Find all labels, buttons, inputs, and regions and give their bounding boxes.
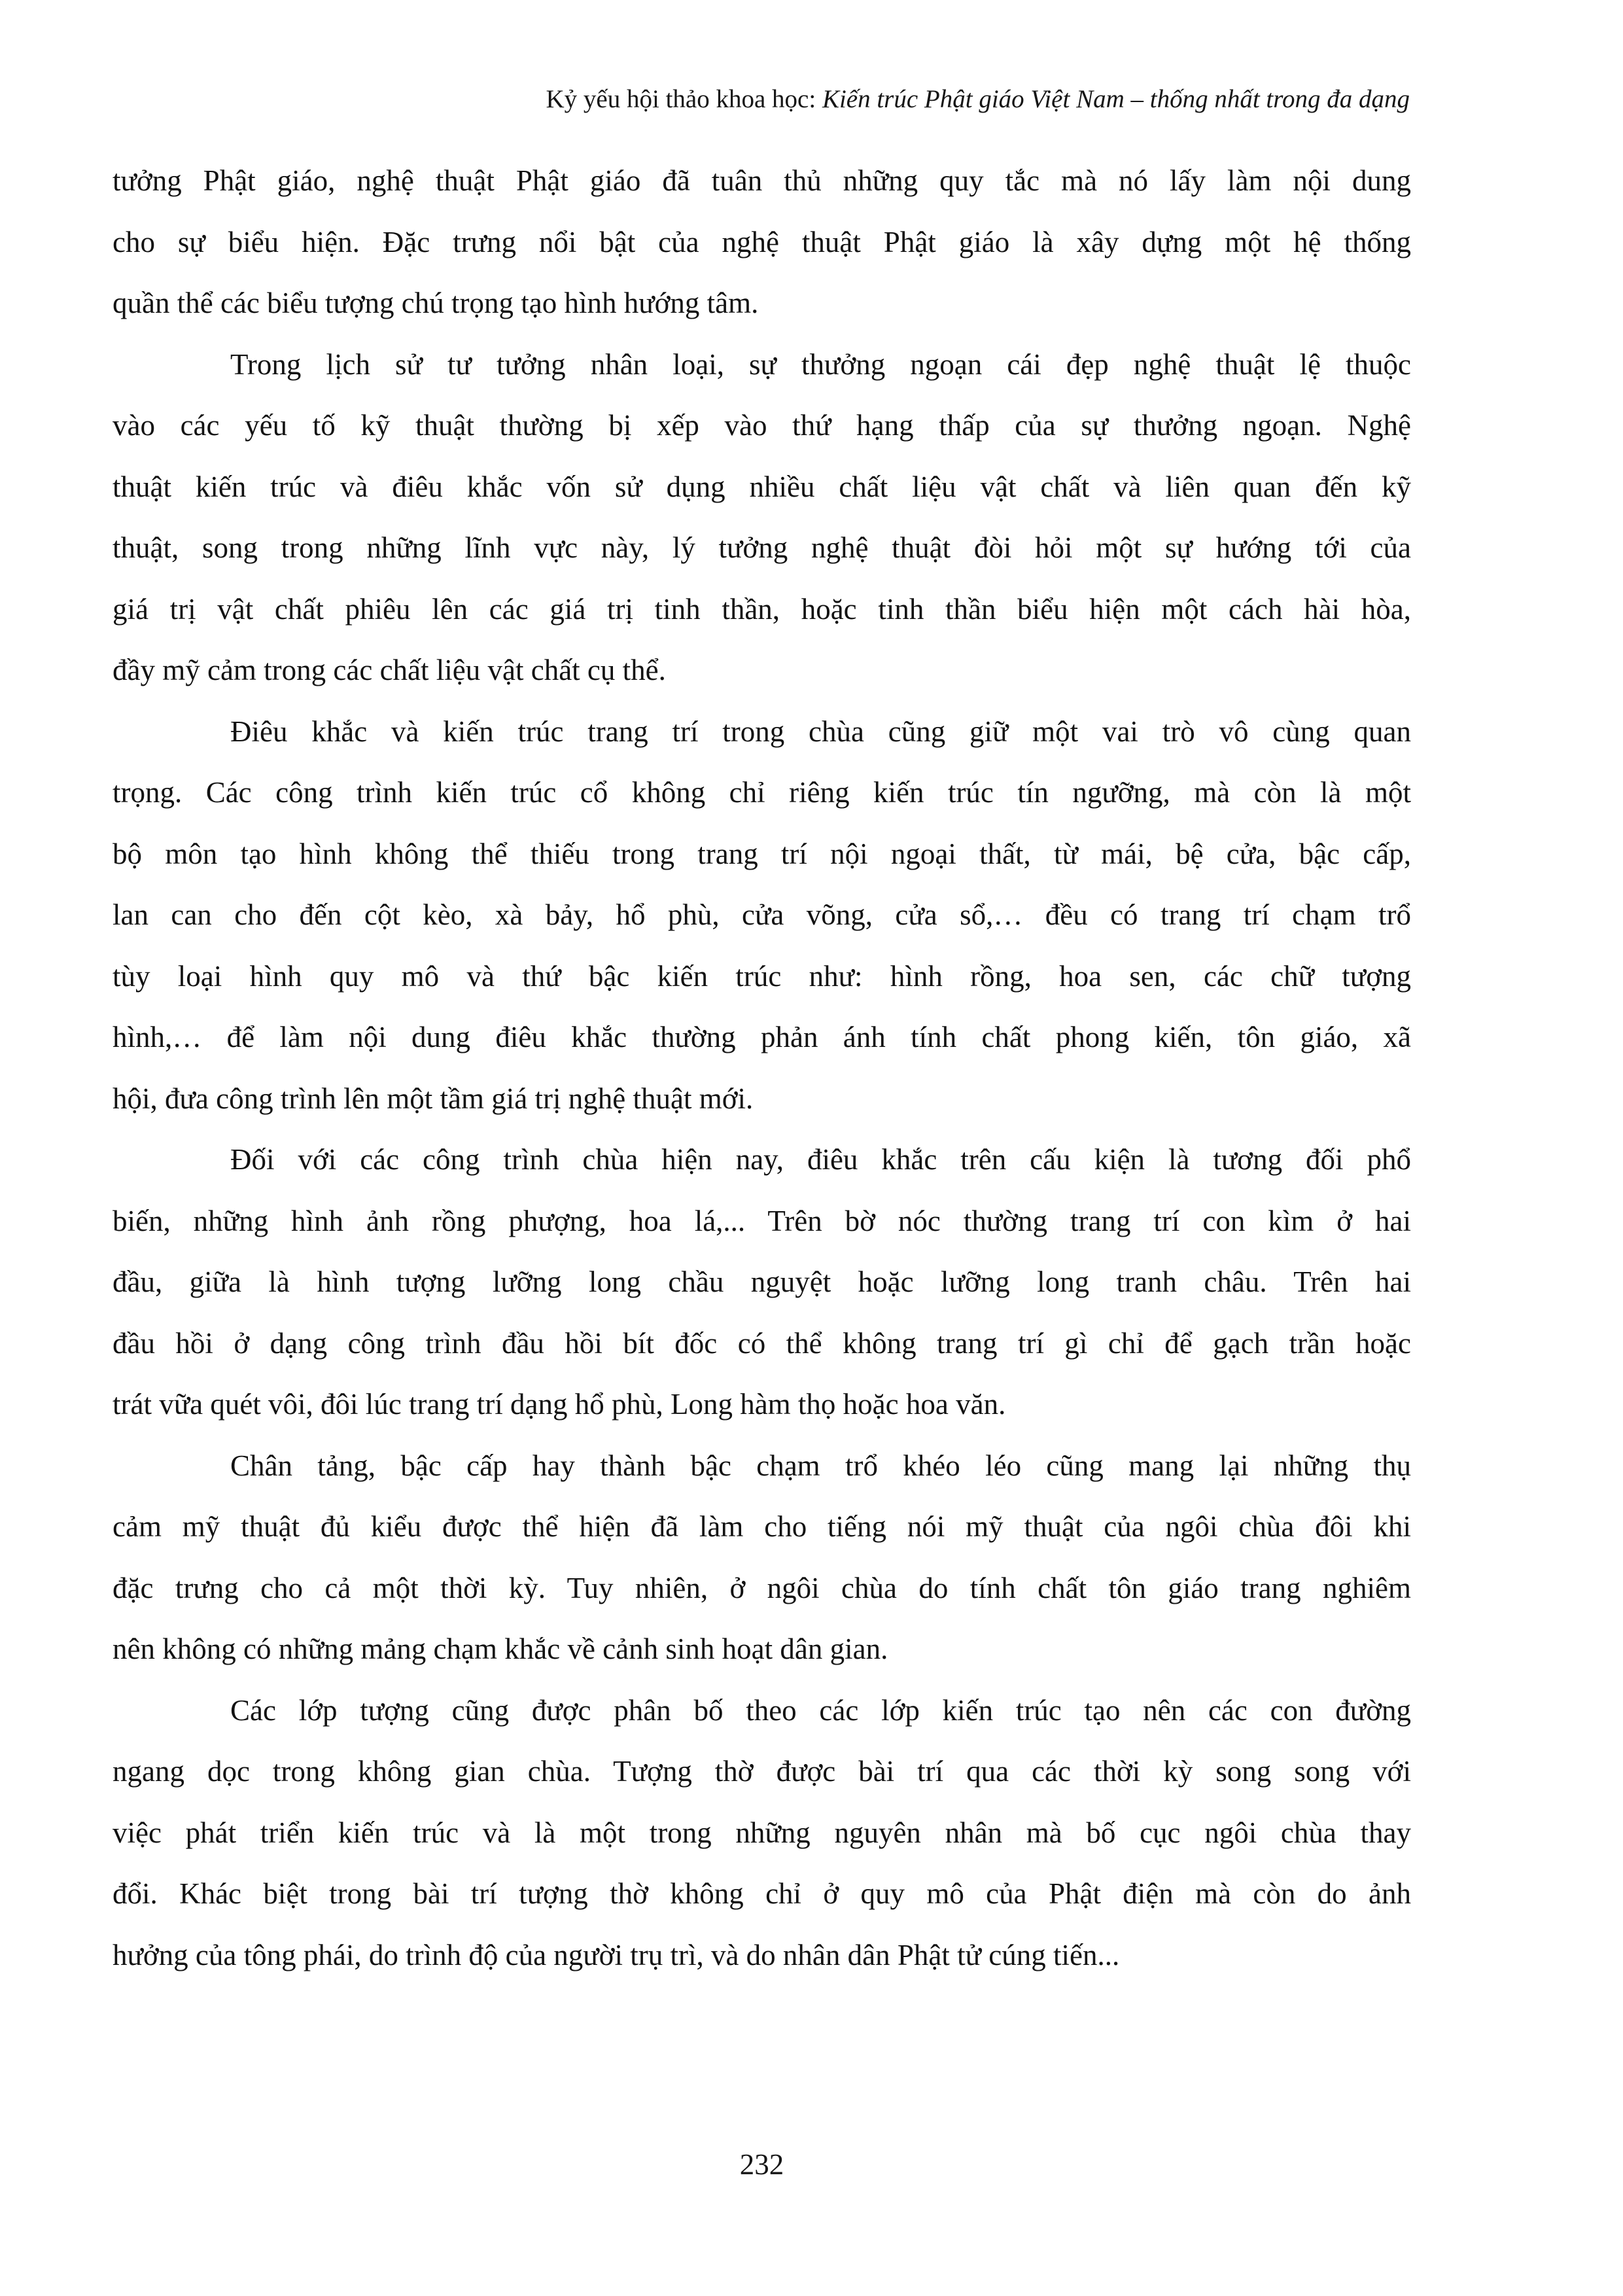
text-line: cảm mỹ thuật đủ kiểu được thể hiện đã làm cho tiếng nói mỹ thuật của ngôi chùa đôi khi bbox=[113, 1510, 1411, 1543]
text-line: Điêu khắc và kiến trúc trang trí trong chùa cũng giữ một vai trò vô cùng quan bbox=[230, 715, 1411, 748]
running-head bbox=[111, 82, 1410, 116]
text-line: quần thể các biểu tượng chú trọng tạo hình hướng tâm. bbox=[113, 287, 759, 319]
text-line: Các lớp tượng cũng được phân bố theo các lớp kiến trúc tạo nên các con đường bbox=[230, 1693, 1411, 1727]
text-line: hình,… để làm nội dung điêu khắc thường phản ánh tính chất phong kiến, tôn giáo, xã bbox=[113, 1021, 1411, 1053]
text-line: tưởng Phật giáo, nghệ thuật Phật giáo đã tuân thủ những quy tắc mà nó lấy làm nội dung bbox=[113, 164, 1411, 197]
text-line: tùy loại hình quy mô và thứ bậc kiến trúc như: hình rồng, hoa sen, các chữ tượng bbox=[113, 959, 1411, 993]
paragraph bbox=[113, 150, 1411, 334]
running-head-prefix: Kỷ yếu hội thảo khoa học: bbox=[546, 85, 822, 113]
text-line: bộ môn tạo hình không thể thiếu trong trang trí nội ngoại thất, từ mái, bệ cửa, bậc cấp, bbox=[113, 837, 1411, 870]
paragraph bbox=[113, 1680, 1411, 1987]
page-number: 232 bbox=[739, 2148, 784, 2181]
text-line: trọng. Các công trình kiến trúc cổ không chỉ riêng kiến trúc tín ngưỡng, mà còn là một bbox=[113, 776, 1411, 809]
text-line: việc phát triển kiến trúc và là một trong những nguyên nhân mà bố cục ngôi chùa thay bbox=[113, 1816, 1411, 1849]
text-line: Đối với các công trình chùa hiện nay, điêu khắc trên cấu kiện là tương đối phổ bbox=[230, 1143, 1411, 1176]
paragraph bbox=[113, 334, 1411, 701]
paragraph bbox=[113, 1436, 1411, 1680]
text-line: đổi. Khác biệt trong bài trí tượng thờ không chỉ ở quy mô của Phật điện mà còn do ảnh bbox=[113, 1877, 1411, 1910]
text-line: hội, đưa công trình lên một tầm giá trị nghệ thuật mới. bbox=[113, 1082, 754, 1115]
paragraph bbox=[113, 1129, 1411, 1436]
body-text bbox=[113, 150, 1411, 1986]
text-line: lan can cho đến cột kèo, xà bảy, hổ phù, cửa võng, cửa sổ,… đều có trang trí chạm trổ bbox=[113, 898, 1411, 931]
text-line: vào các yếu tố kỹ thuật thường bị xếp vào thứ hạng thấp của sự thưởng ngoạn. Nghệ bbox=[113, 409, 1411, 442]
text-line: đầu hồi ở dạng công trình đầu hồi bít đốc có thể không trang trí gì chỉ để gạch trần hoặc bbox=[113, 1326, 1411, 1360]
text-line: nên không có những mảng chạm khắc về cảnh sinh hoạt dân gian. bbox=[113, 1633, 888, 1665]
text-line: ngang dọc trong không gian chùa. Tượng thờ được bài trí qua các thời kỳ song song với bbox=[113, 1755, 1411, 1788]
running-head-title: Kiến trúc Phật giáo Việt Nam – thống nhất trong đa dạng bbox=[822, 85, 1410, 113]
text-line: thuật kiến trúc và điêu khắc vốn sử dụng nhiều chất liệu vật chất và liên quan đến kỹ bbox=[113, 470, 1411, 503]
text-line: Trong lịch sử tư tưởng nhân loại, sự thưởng ngoạn cái đẹp nghệ thuật lệ thuộc bbox=[230, 347, 1411, 381]
text-line: đặc trưng cho cả một thời kỳ. Tuy nhiên, ở ngôi chùa do tính chất tôn giáo trang nghiêm bbox=[113, 1571, 1411, 1604]
text-line: cho sự biểu hiện. Đặc trưng nổi bật của nghệ thuật Phật giáo là xây dựng một hệ thống bbox=[113, 225, 1411, 258]
paragraph bbox=[113, 701, 1411, 1130]
text-line: biến, những hình ảnh rồng phượng, hoa lá,... Trên bờ nóc thường trang trí con kìm ở hai bbox=[113, 1204, 1411, 1237]
text-line: hưởng của tông phái, do trình độ của người trụ trì, và do nhân dân Phật tử cúng tiến... bbox=[113, 1938, 1120, 1971]
text-line: giá trị vật chất phiêu lên các giá trị tinh thần, hoặc tinh thần biểu hiện một cách hài hòa, bbox=[113, 592, 1411, 626]
text-line: Chân tảng, bậc cấp hay thành bậc chạm trổ khéo léo cũng mang lại những thụ bbox=[230, 1449, 1411, 1482]
text-line: thuật, song trong những lĩnh vực này, lý tưởng nghệ thuật đòi hỏi một sự hướng tới của bbox=[113, 531, 1411, 564]
text-line: đầu, giữa là hình tượng lưỡng long chầu nguyệt hoặc lưỡng long tranh châu. Trên hai bbox=[113, 1265, 1411, 1298]
text-line: trát vữa quét vôi, đôi lúc trang trí dạng hổ phù, Long hàm thọ hoặc hoa văn. bbox=[113, 1388, 1006, 1421]
text-line: đầy mỹ cảm trong các chất liệu vật chất cụ thể. bbox=[113, 654, 666, 686]
